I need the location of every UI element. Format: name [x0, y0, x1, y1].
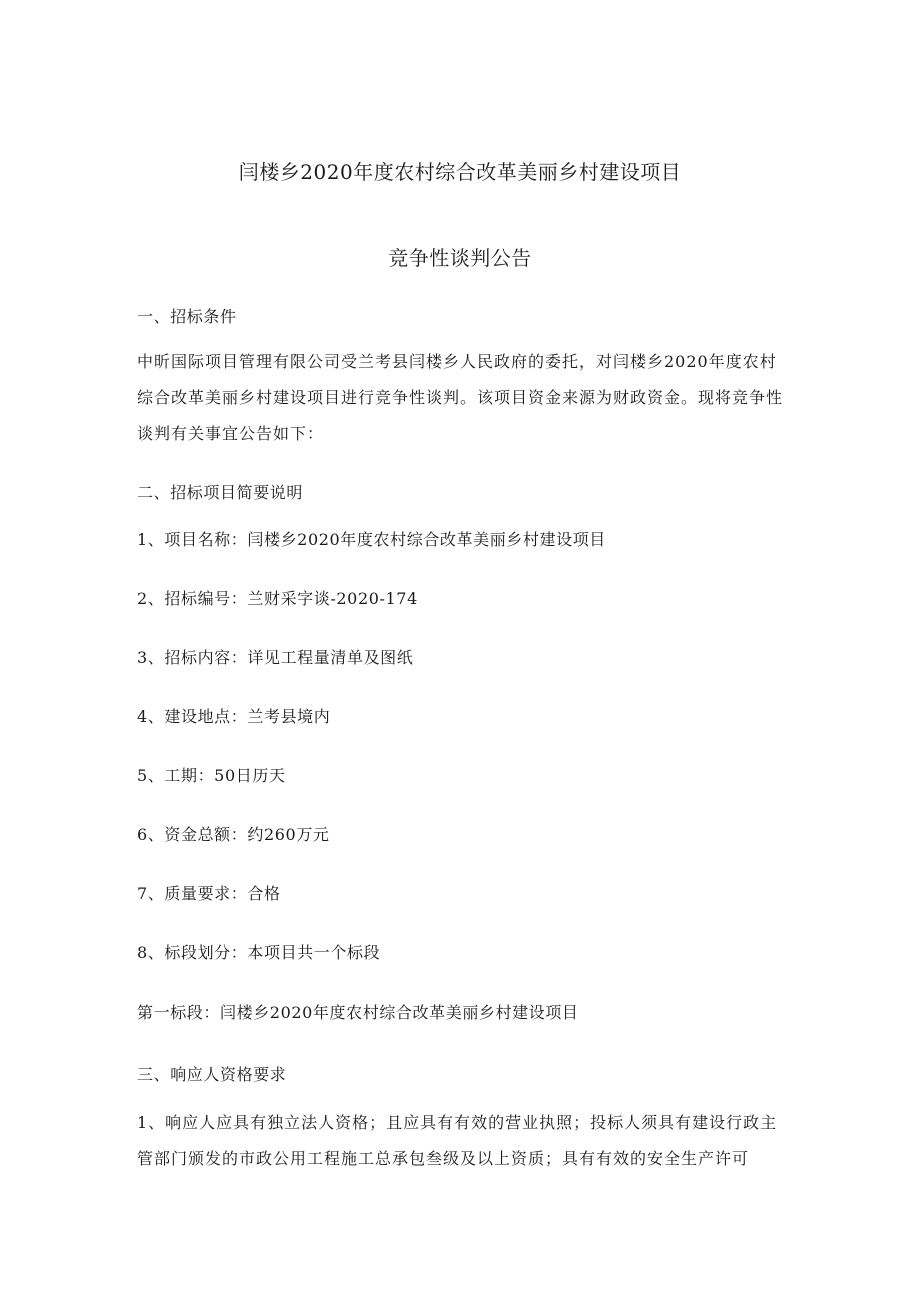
section-heading-qualifications: 三、响应人资格要求: [137, 1065, 287, 1084]
document-title: 闫楼乡2020年度农村综合改革美丽乡村建设项目: [238, 160, 682, 184]
list-item-total-funds: 6、资金总额：约260万元: [137, 825, 330, 844]
list-item-construction-site: 4、建设地点：兰考县境内: [137, 707, 331, 726]
section-body-qualifications: 1、响应人应具有独立法人资格；且应具有有效的营业执照；投标人须具有建设行政主管部门颁发的市政公用工程施工总承包叁级及以上资质；具有有效的安全生产许可: [137, 1113, 778, 1168]
list-item-lot-one: 第一标段：闫楼乡2020年度农村综合改革美丽乡村建设项目: [137, 1003, 579, 1022]
list-item-quality: 7、质量要求：合格: [137, 884, 281, 903]
section-heading-conditions: 一、招标条件: [137, 307, 237, 326]
section-body-conditions: 中昕国际项目管理有限公司受兰考县闫楼乡人民政府的委托，对闫楼乡2020年度农村综合改革美丽乡村建设项目进行竞争性谈判。该项目资金来源为财政资金。现将竞争性谈判有关事宜公告如下：: [137, 352, 784, 443]
section-heading-project-summary: 二、招标项目简要说明: [137, 483, 304, 502]
list-item-duration: 5、工期：50日历天: [137, 766, 286, 785]
document-subtitle: 竞争性谈判公告: [388, 246, 532, 270]
list-item-lots: 8、标段划分：本项目共一个标段: [137, 943, 381, 962]
list-item-project-name: 1、项目名称：闫楼乡2020年度农村综合改革美丽乡村建设项目: [137, 530, 606, 549]
list-item-tender-content: 3、招标内容：详见工程量清单及图纸: [137, 648, 414, 667]
list-item-tender-number: 2、招标编号：兰财采字谈-2020-174: [137, 589, 418, 608]
